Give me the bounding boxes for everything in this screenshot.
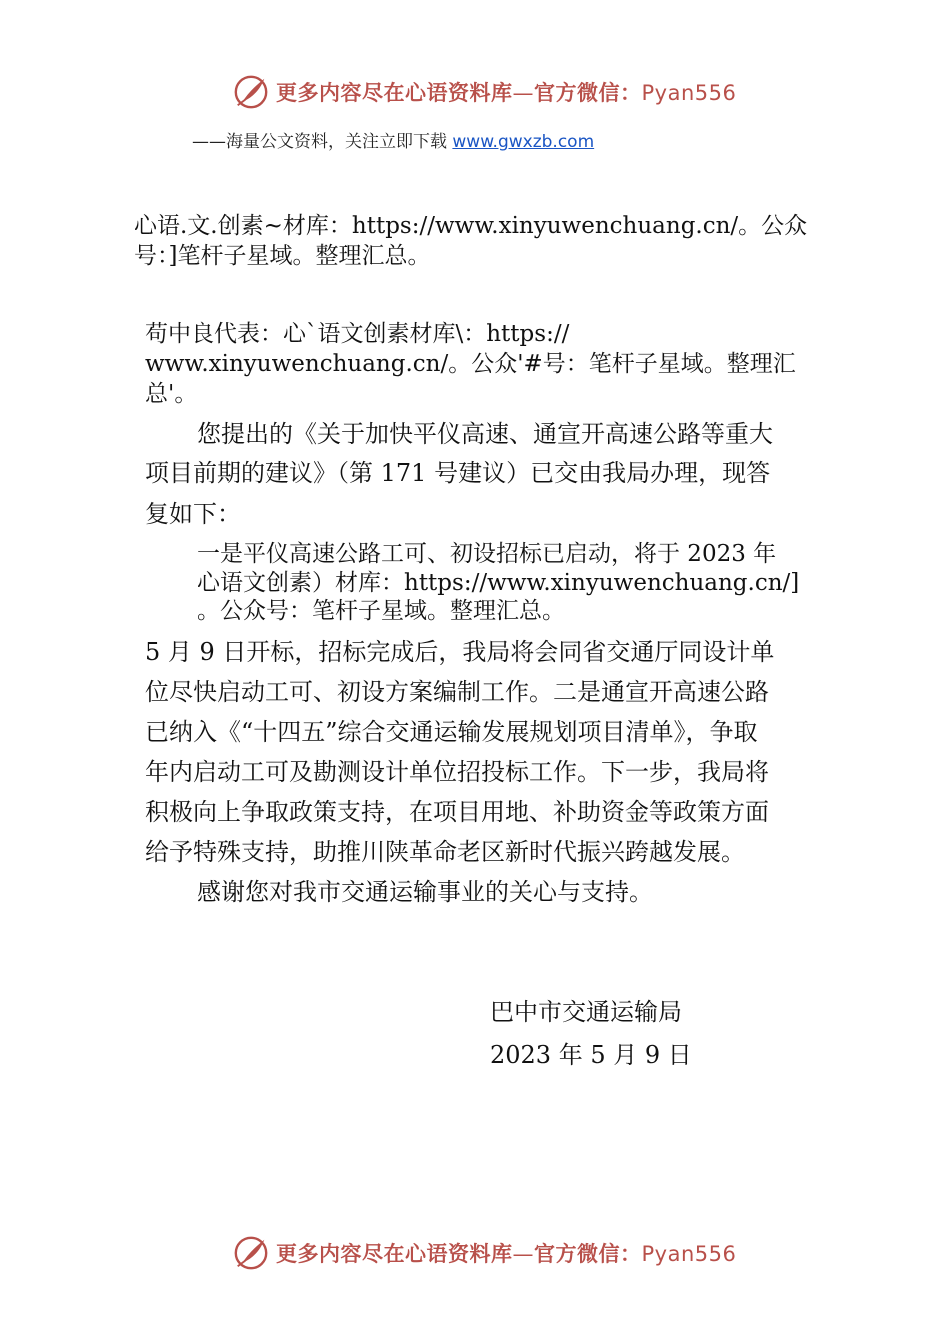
- watermark-inline-line-2: 。公众号：笔杆子星域。整理汇总。: [197, 598, 565, 624]
- watermark-mid-line-3: 总'。: [145, 381, 198, 407]
- brand-separator: —: [512, 1242, 534, 1266]
- watermark-mid-line-2: www.xinyuwenchuang.cn/。公众'#号：笔杆子星域。整理汇: [145, 351, 796, 377]
- watermark-top-line-2: 号：]笔杆子星域。整理汇总。: [134, 243, 431, 269]
- header-subline: [192, 127, 594, 152]
- paragraph-1-line-1: 您提出的《关于加快平仪高速、通宣开高速公路等重大: [197, 420, 773, 448]
- signature-date: 2023 年 5 月 9 日: [490, 1041, 692, 1069]
- signature-organization: 巴中市交通运输局: [490, 998, 682, 1026]
- watermark-inline-line-1: 心语文创素）材库：https://www.xinyuwenchuang.cn/]: [197, 570, 800, 596]
- quill-logo-icon: [232, 1234, 270, 1272]
- paragraph-2-line-7: 给予特殊支持，助推川陕革命老区新时代振兴跨越发展。: [145, 838, 745, 866]
- quill-logo-icon: [232, 73, 270, 111]
- brand-separator: —: [512, 81, 534, 105]
- paragraph-1-line-3: 复如下：: [145, 500, 241, 528]
- paragraph-2-line-1: 一是平仪高速公路工可、初设招标已启动，将于 2023 年: [197, 541, 777, 567]
- paragraph-1-line-2: 项目前期的建议》（第 171 号建议）已交由我局办理，现答: [145, 459, 771, 487]
- header-banner: [232, 72, 752, 112]
- watermark-mid-line-1: 苟中良代表：心`语文创素材库\：https://: [145, 321, 570, 347]
- download-link[interactable]: www.gwxzb.com: [452, 132, 595, 152]
- paragraph-2-line-5: 年内启动工可及勘测设计单位招投标工作。下一步，我局将: [145, 758, 769, 786]
- wechat-label: 官方微信：: [534, 81, 642, 105]
- paragraph-2-line-4: 已纳入《“十四五”综合交通运输发展规划项目清单》，争取: [145, 718, 758, 746]
- footer-banner: [232, 1233, 752, 1273]
- watermark-top-line-1: 心语.文.创素~材库：https://www.xinyuwenchuang.cn/。公众: [134, 213, 808, 239]
- footer-brand: [276, 1238, 736, 1268]
- wechat-id: Pyan556: [641, 81, 737, 105]
- paragraph-2-line-3: 位尽快启动工可、初设方案编制工作。二是通宣开高速公路: [145, 678, 769, 706]
- brand-text: 更多内容尽在心语资料库: [276, 81, 513, 105]
- header-brand: [276, 77, 736, 107]
- paragraph-2-line-6: 积极向上争取政策支持，在项目用地、补助资金等政策方面: [145, 798, 769, 826]
- subline-text: ——海量公文资料，关注立即下载: [192, 132, 453, 152]
- brand-text: 更多内容尽在心语资料库: [276, 1242, 513, 1266]
- wechat-id: Pyan556: [641, 1242, 737, 1266]
- paragraph-2-line-2: 5 月 9 日开标，招标完成后，我局将会同省交通厅同设计单: [145, 638, 775, 666]
- paragraph-3-line-1: 感谢您对我市交通运输事业的关心与支持。: [197, 878, 653, 906]
- wechat-label: 官方微信：: [534, 1242, 642, 1266]
